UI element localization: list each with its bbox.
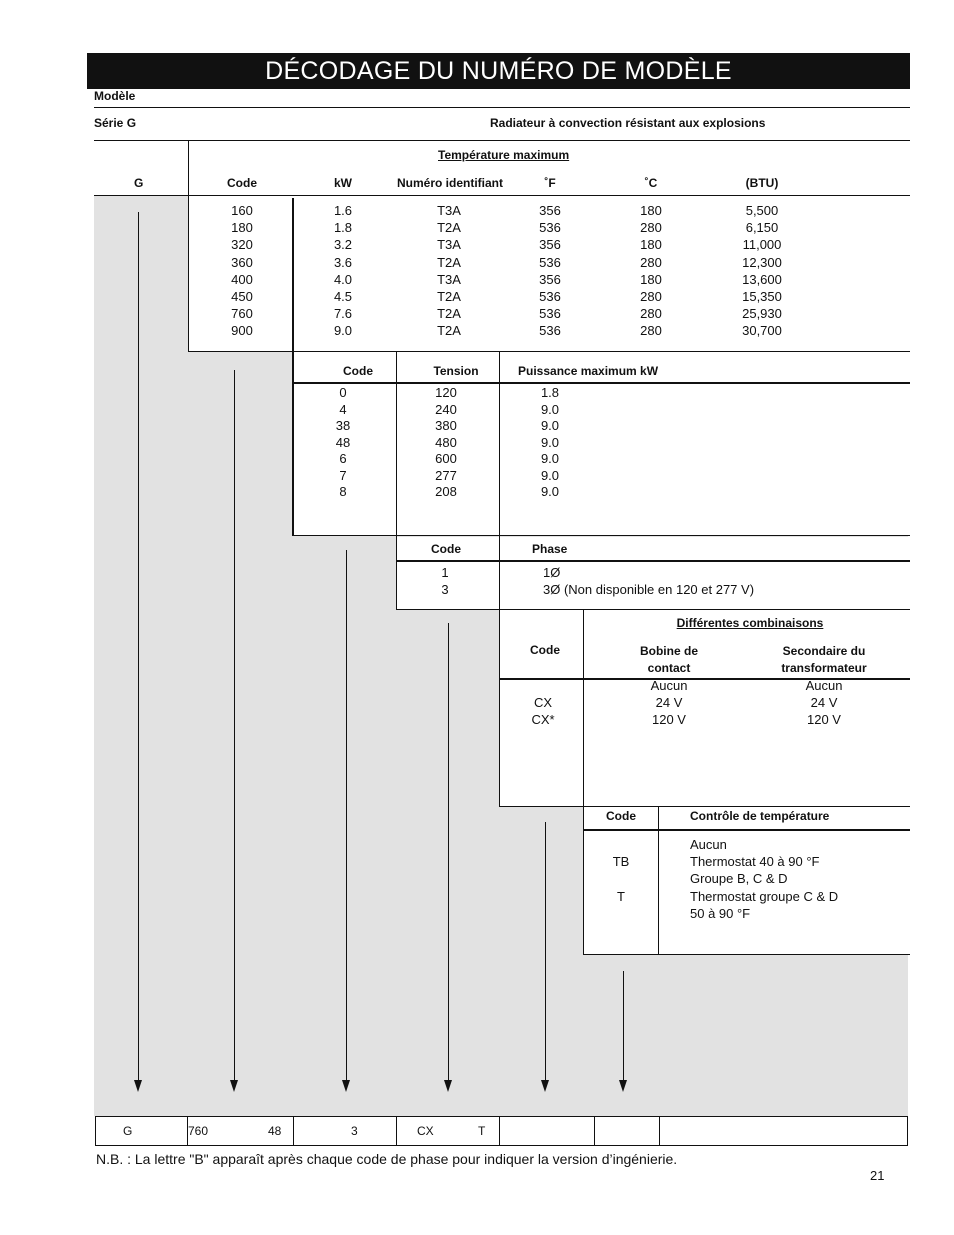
t1-header-kw: kW: [334, 176, 352, 190]
t1-kw: 4.5: [333, 289, 353, 305]
t5-controle: Groupe B, C & D: [690, 871, 788, 887]
t2-code: 48: [335, 434, 351, 450]
table4-left-border: [499, 609, 500, 806]
t4-secondaire: 120 V: [807, 712, 841, 728]
t1-c: 280: [640, 254, 662, 270]
t1-code: 180: [231, 220, 253, 236]
t2-header-tension: Tension: [433, 364, 479, 378]
t5-controle: 50 à 90 °F: [690, 905, 751, 921]
example-box-divider: [659, 1117, 660, 1145]
t1-code: 400: [231, 271, 253, 287]
table2-body: [293, 352, 908, 536]
example-box-divider: [499, 1117, 500, 1145]
t1-header-f: ˚F: [544, 176, 556, 190]
t3-header-code: Code: [431, 542, 461, 556]
t1-f: 536: [539, 254, 561, 270]
t2-tension: 208: [435, 484, 457, 499]
t1-ident: T2A: [437, 306, 461, 322]
t2-tension: 277: [435, 467, 457, 483]
t2-code: 8: [339, 484, 347, 499]
t1-f: 356: [539, 237, 561, 253]
t1-btu: 11,000: [742, 237, 782, 253]
t1-code: 760: [231, 306, 253, 322]
t1-kw: 1.6: [333, 203, 353, 218]
t1-ident: T2A: [437, 323, 461, 339]
t2-puissance: 9.0: [540, 451, 560, 466]
example-phase: 3: [351, 1124, 358, 1138]
example-tension: 48: [268, 1124, 282, 1138]
t1-btu: 12,300: [742, 254, 782, 270]
t1-btu: 5,500: [745, 203, 779, 218]
t1-ident: T3A: [437, 237, 461, 253]
t1-btu: 13,600: [742, 271, 782, 287]
table2-divider: [396, 351, 397, 610]
serie-description: Radiateur à convection résistant aux explosions: [490, 116, 766, 130]
t2-tension: 120: [435, 385, 457, 400]
t4-secondaire: 24 V: [810, 695, 838, 711]
t1-code: 360: [231, 254, 253, 270]
t1-btu: 6,150: [745, 220, 779, 236]
t1-c-column: [631, 202, 671, 340]
t4-secondaire-column: [784, 677, 864, 729]
t5-code: [591, 905, 651, 922]
example-box-divider: [594, 1117, 595, 1145]
t1-header-ident: Numéro identifiant: [396, 176, 503, 190]
t1-ident: T2A: [437, 220, 461, 236]
t2-puissance: 1.8: [540, 385, 560, 400]
t5-controle-column: [690, 836, 838, 922]
table2-top-border: [292, 351, 910, 352]
t1-f: 356: [539, 203, 561, 218]
t5-code: [591, 836, 651, 853]
table4-divider: [583, 609, 584, 954]
table1-left-border: [188, 141, 189, 351]
arrow-down-icon: [134, 1080, 142, 1092]
t2-header-puissance: Puissance maximum kW: [518, 364, 659, 378]
t4-secondaire: Aucun: [805, 678, 843, 693]
t4-header-code: Code: [530, 643, 560, 657]
t1-code: 450: [231, 289, 253, 305]
t1-c: 280: [640, 220, 662, 236]
arrow-line: [448, 623, 449, 1080]
serie-label: Série G: [94, 116, 137, 130]
t4-header-secondaire: Secondaire du transformateur: [781, 644, 867, 675]
t1-f-column: [530, 202, 570, 340]
t1-kw: 3.6: [333, 254, 353, 270]
t1-f: 356: [539, 271, 561, 287]
t3-code: 1: [441, 565, 449, 580]
t1-ident: T2A: [437, 289, 461, 305]
t2-puissance: 9.0: [540, 467, 560, 483]
t1-btu: 30,700: [742, 323, 782, 339]
t1-c: 280: [640, 289, 662, 305]
t2-tension: 240: [435, 401, 457, 417]
t1-f: 536: [539, 289, 561, 305]
t1-kw: 7.6: [333, 306, 353, 322]
t2-tension: 600: [435, 451, 457, 466]
t2-puissance-column: [530, 385, 570, 501]
table5-bottom-border: [583, 954, 910, 955]
t1-btu: 25,930: [742, 306, 782, 322]
arrow-line: [545, 822, 546, 1080]
table1-bottom-border: [188, 351, 293, 352]
t1-c: 180: [640, 203, 662, 218]
t3-code: 3: [441, 582, 449, 597]
t1-group-header: Température maximum: [438, 148, 570, 162]
t2-code: 7: [339, 467, 347, 483]
t2-code-column: [323, 385, 363, 501]
t4-code-column: [513, 677, 573, 729]
arrow-down-icon: [619, 1080, 627, 1092]
t2-puissance: 9.0: [540, 484, 560, 499]
table2-divider: [499, 351, 500, 536]
t1-header-code: Code: [227, 176, 257, 190]
t2-puissance: 9.0: [540, 401, 560, 417]
t4-code: [513, 677, 573, 694]
example-code: 760: [188, 1124, 209, 1138]
example-box-divider: [396, 1117, 397, 1145]
t5-code: T: [617, 888, 625, 904]
t4-bobine: Aucun: [650, 678, 688, 693]
arrow-down-icon: [342, 1080, 350, 1092]
arrow-line: [623, 971, 624, 1080]
example-serie: G: [123, 1124, 133, 1138]
t1-code: 900: [231, 323, 253, 339]
table2-header-line: [292, 382, 910, 384]
table3-header-line: [396, 560, 910, 562]
t1-ident: T2A: [437, 254, 461, 270]
t1-btu: 15,350: [742, 289, 782, 305]
t5-code-column: [591, 836, 651, 922]
t5-controle: Thermostat 40 à 90 °F: [690, 854, 820, 870]
t4-code: CX*: [531, 712, 555, 728]
t1-ident: T3A: [437, 271, 461, 287]
t2-puissance: 9.0: [540, 434, 560, 450]
t1-kw: 3.2: [333, 237, 353, 253]
modele-label: Modèle: [94, 89, 136, 103]
t1-f: 536: [539, 323, 561, 339]
t2-tension: 480: [435, 434, 457, 450]
t1-ident-column: [419, 202, 479, 340]
t5-header-controle: Contrôle de température: [690, 809, 830, 823]
example-combinaison: CX: [417, 1124, 434, 1138]
t4-bobine-column: [629, 677, 709, 729]
t4-header-bobine: Bobine de contact: [639, 644, 698, 675]
t5-code: TB: [612, 854, 630, 870]
t1-c: 280: [640, 306, 662, 322]
page-number: 21: [870, 1168, 885, 1183]
t1-code: 320: [231, 237, 253, 253]
arrow-line: [138, 212, 139, 1080]
t1-code: 160: [231, 203, 253, 218]
t5-controle: Aucun: [690, 837, 727, 852]
t3-phase-column: [543, 564, 754, 598]
t3-code-column: [425, 564, 465, 598]
t4-bobine: 24 V: [655, 695, 683, 711]
t2-header-code: Code: [343, 364, 373, 378]
example-box-divider: [293, 1117, 294, 1145]
t1-c: 180: [640, 271, 662, 287]
t1-c: 280: [640, 323, 662, 339]
t4-code: CX: [533, 695, 553, 711]
t5-code: [591, 870, 651, 887]
t3-header-phase: Phase: [532, 542, 568, 556]
arrow-down-icon: [230, 1080, 238, 1092]
page-title: DÉCODAGE DU NUMÉRO DE MODÈLE: [87, 53, 910, 89]
arrow-down-icon: [444, 1080, 452, 1092]
t2-code: 0: [339, 385, 347, 400]
t1-header-c: ˚C: [644, 176, 658, 190]
table3-bottom-border: [396, 609, 910, 610]
divider: [94, 107, 910, 108]
t2-tension-column: [421, 385, 471, 501]
t1-f: 536: [539, 306, 561, 322]
table1-header-line: [94, 195, 910, 196]
t1-ident: T3A: [437, 203, 461, 218]
t1-kw: 4.0: [333, 271, 353, 287]
divider: [94, 140, 910, 141]
table5-header-line: [583, 829, 910, 831]
table1-divider: [292, 198, 294, 351]
t4-bobine: 120 V: [652, 712, 686, 728]
t1-header-btu: (BTU): [745, 176, 779, 190]
t5-header-code: Code: [606, 809, 636, 823]
t4-group-header: Différentes combinaisons: [676, 616, 824, 630]
t5-controle: Thermostat groupe C & D: [690, 888, 839, 904]
t3-phase: 1Ø: [543, 565, 561, 580]
example-model-box: [95, 1116, 908, 1146]
t2-tension: 380: [435, 418, 457, 433]
footnote: N.B. : La lettre "B" apparaît après chaque code de phase pour indiquer la version d’ingénierie.: [96, 1151, 678, 1167]
example-controle: T: [478, 1124, 486, 1138]
t3-phase: 3Ø (Non disponible en 120 et 277 V): [543, 582, 755, 597]
t2-code: 38: [335, 418, 351, 433]
t2-code: 6: [339, 451, 347, 466]
t1-kw-column: [323, 202, 363, 340]
t1-btu-column: [722, 202, 802, 340]
arrow-line: [346, 550, 347, 1080]
t2-code: 4: [339, 401, 347, 417]
t1-kw: 1.8: [333, 220, 353, 236]
t2-puissance: 9.0: [540, 418, 560, 433]
t1-code-column: [212, 202, 272, 340]
arrow-down-icon: [541, 1080, 549, 1092]
t1-c: 180: [640, 237, 662, 253]
t1-kw: 9.0: [333, 323, 353, 339]
arrow-line: [234, 370, 235, 1080]
table2-bottom-border: [292, 535, 910, 536]
t1-f: 536: [539, 220, 561, 236]
table2-left-border: [292, 351, 294, 536]
table3-divider: [499, 536, 500, 609]
t1-header-g: G: [134, 176, 144, 190]
table4-bottom-border: [499, 806, 910, 807]
